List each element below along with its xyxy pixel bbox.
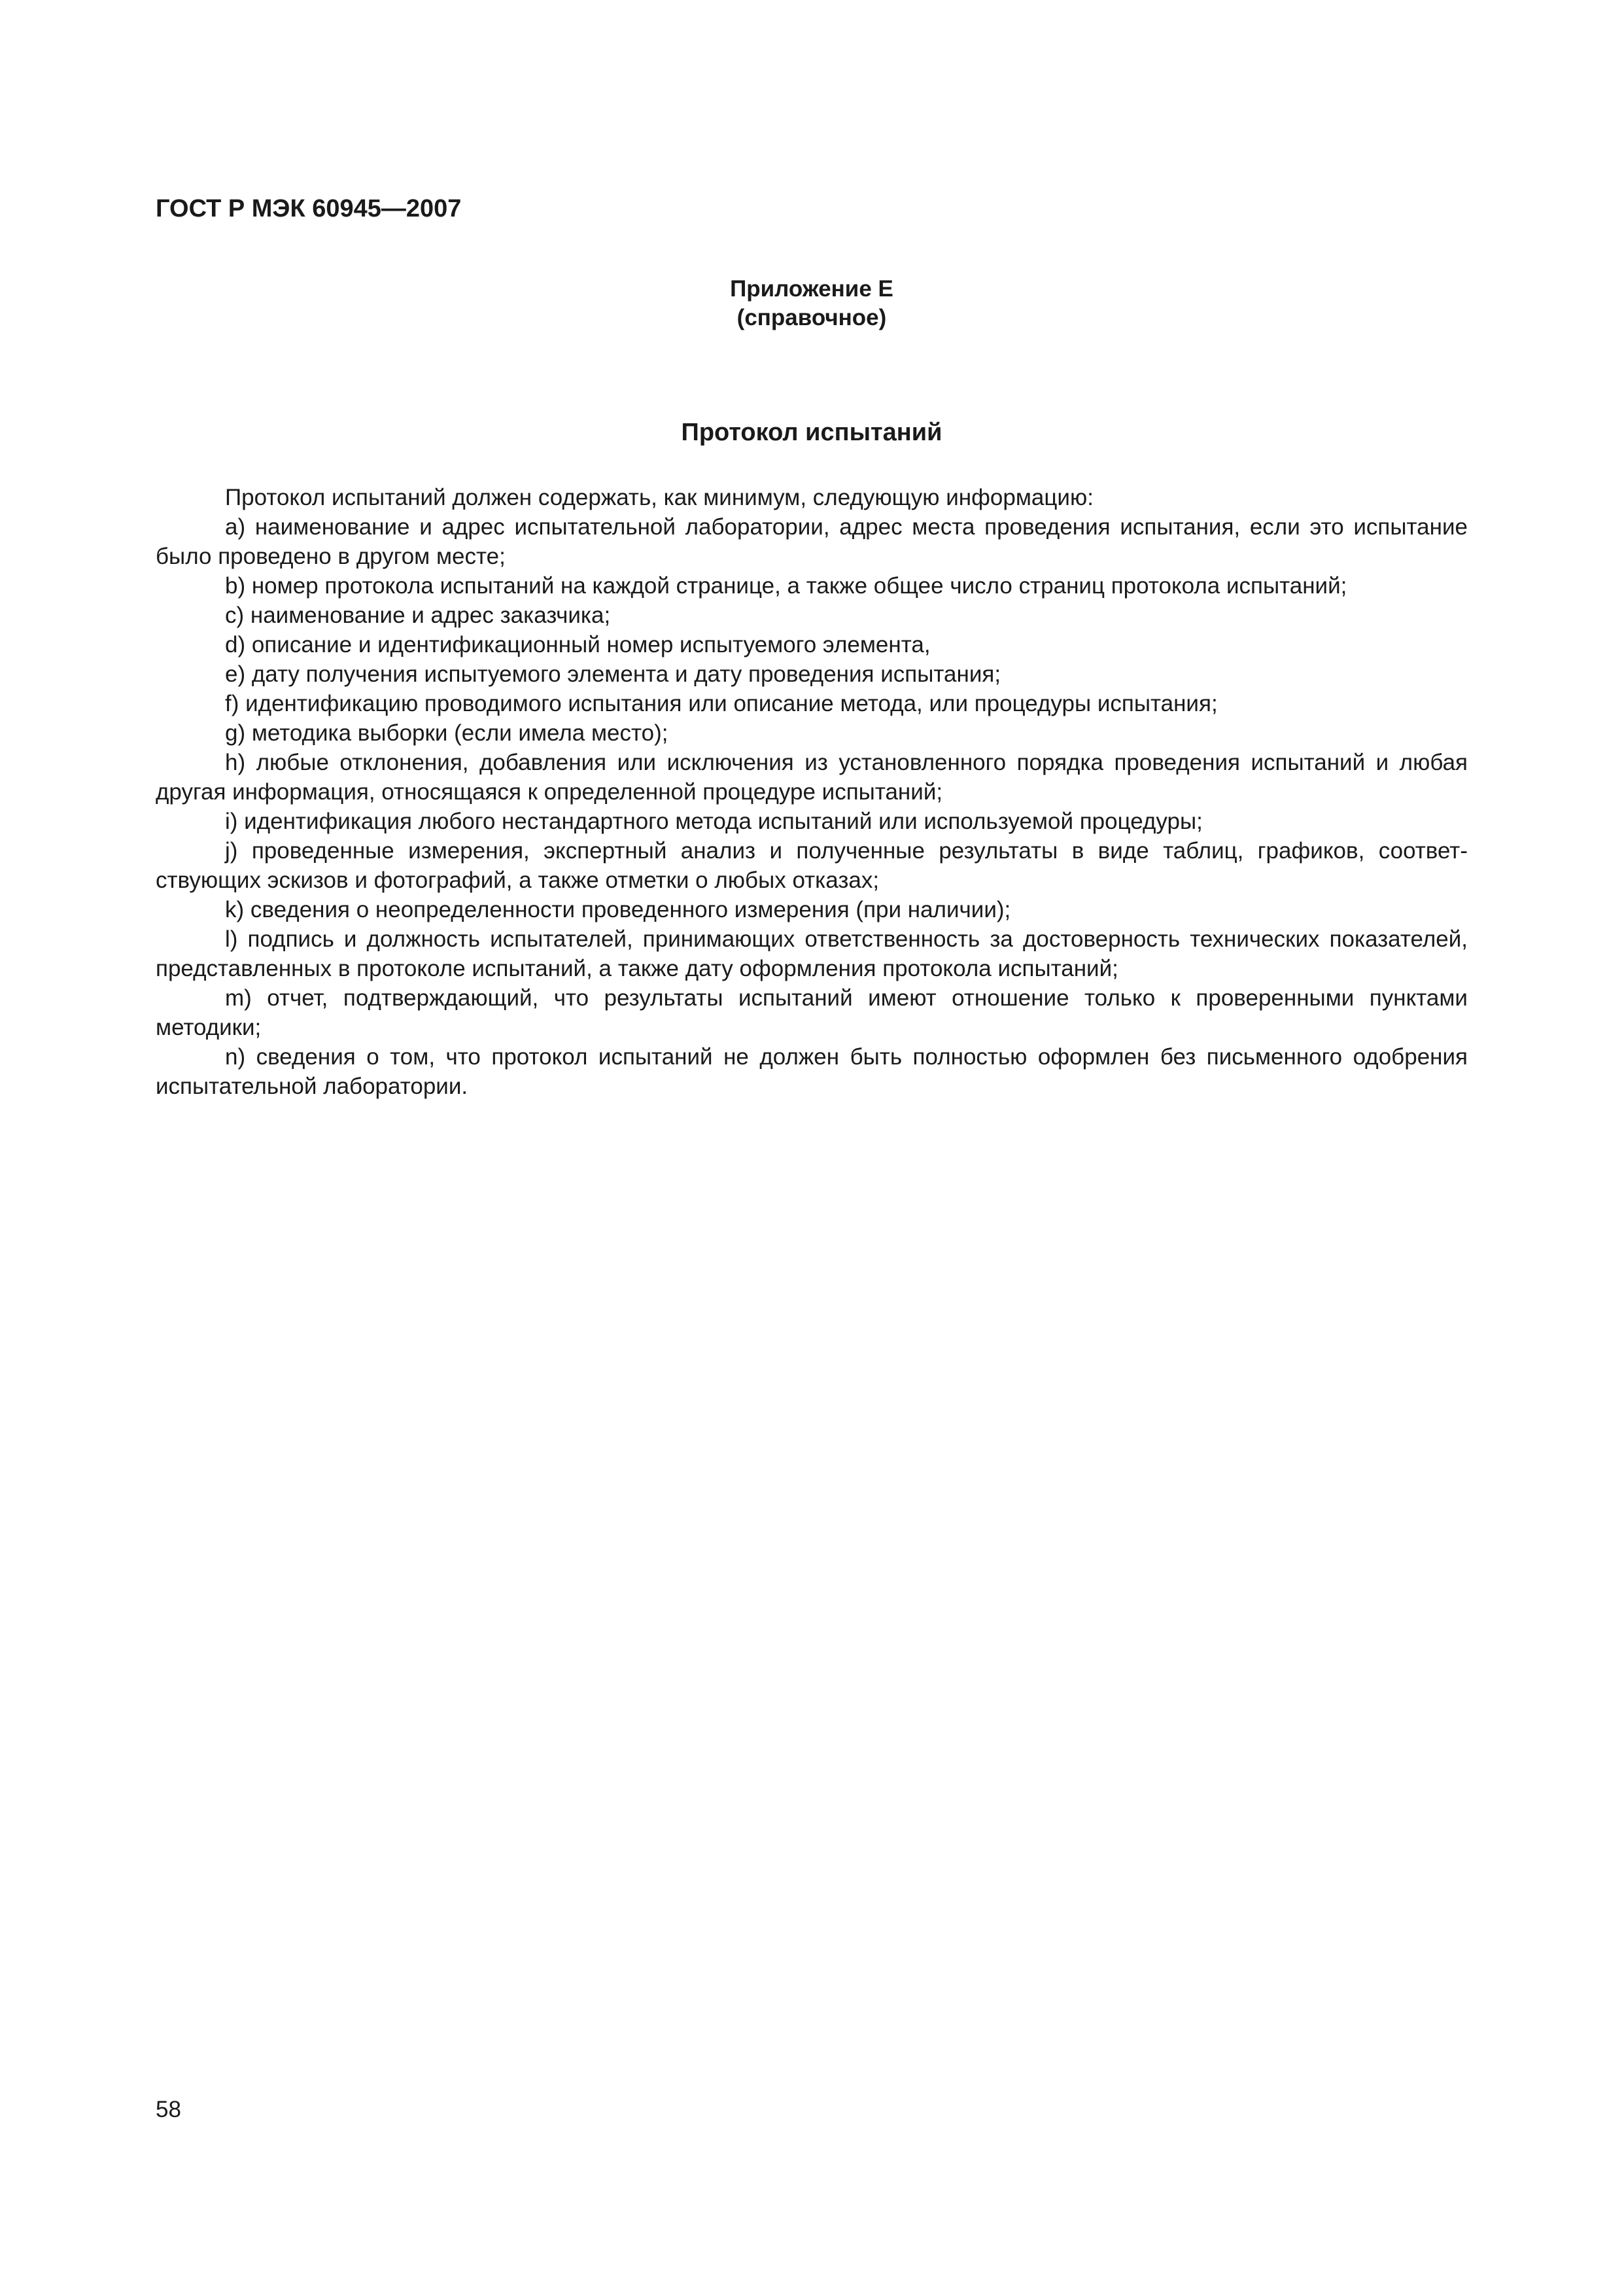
list-item-m: m) отчет, подтверждающий, что результаты испытаний имеют отношение только к проверенными пунктами методики; [156,985,1468,1040]
list-item-d: d) описание и идентификационный номер испытуемого элемента, [225,632,931,657]
list-item-k: k) сведения о неопределенности проведенного измерения (при наличии); [225,897,1011,922]
list-item-j: j) проведенные измерения, экспертный анализ и полученные результаты в виде таблиц, графиков, соответствующих эскизов и фотографий, а также отметки о любых отказах; [156,838,1468,893]
paragraph-intro: Протокол испытаний должен содержать, как минимум, следующую информацию: [225,485,1094,510]
body-text [156,483,1468,1101]
list-item-a: а) наименование и адрес испытательной лаборатории, адрес места проведения испытания, если это испытание было проведено в другом месте; [156,514,1468,569]
annex-status: (справочное) [736,305,887,330]
list-item-f: f) идентификацию проводимого испытания или описание метода, или процедуры испытания; [225,691,1218,716]
list-item-h: h) любые отклонения, добавления или исключения из установленного порядка проведения испытаний и любая другая информация, относящаяся к определенной процедуре испытаний; [156,750,1468,805]
section-title: Протокол испытаний [681,419,942,446]
list-item-c: c) наименование и адрес заказчика; [225,603,611,628]
list-item-l: l) подпись и должность испытателей, принимающих ответственность за достоверность технических показателей, представленных в протоколе испытаний, а также дату оформления протокола испытаний; [156,926,1468,981]
list-item-e: е) дату получения испытуемого элемента и дату проведения испытания; [225,661,1001,687]
list-item-n: n) сведения о том, что протокол испытаний не должен быть полностью оформлен без письменного одобрения испытательной лаборатории. [156,1044,1468,1099]
list-item-i: i) идентификация любого нестандартного метода испытаний или используемой процедуры; [225,809,1203,834]
page-number: 58 [156,2097,181,2122]
annex-title: Приложение Е [730,276,893,302]
list-item-g: g) методика выборки (если имела место); [225,720,668,746]
list-item-b: b) номер протокола испытаний на каждой странице, а также общее число страниц протокола испытаний; [225,573,1347,599]
document-header: ГОСТ Р МЭК 60945—2007 [156,195,462,222]
